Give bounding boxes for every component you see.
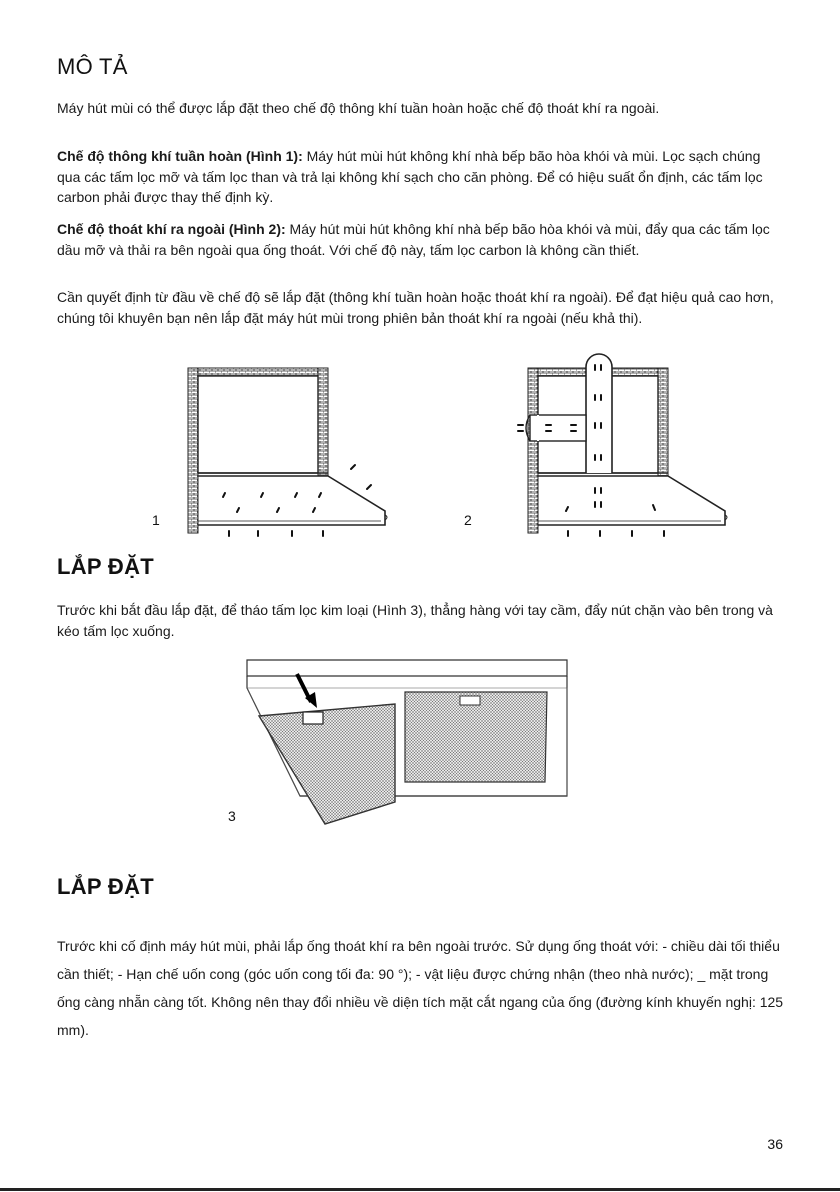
figure-1-recirculation-diagram: [185, 365, 415, 545]
recirculation-mode-paragraph: [57, 146, 787, 208]
ducted-mode-label: Chế độ thoát khí ra ngoài (Hình 2):: [57, 221, 286, 237]
figure-2-ducted-diagram: [510, 355, 750, 545]
section-title-installation-1: LẮP ĐẶT: [57, 554, 155, 579]
recirculation-mode-label: Chế độ thông khí tuần hoàn (Hình 1):: [57, 148, 303, 164]
figure-3-filter-removal-diagram: [245, 658, 575, 830]
figure-3-label: 3: [228, 808, 236, 824]
section-title-description: MÔ TẢ: [57, 54, 128, 79]
ducted-mode-paragraph: [57, 219, 787, 260]
ducted-mode-text: Máy hút mùi hút không khí nhà bếp bão hòa khói và mùi, đẩy qua các tấm lọc dầu mỡ và thải ra bên ngoài qua ống thoát. Với chế độ này, tấm lọc carbon là không cần thiết.: [57, 221, 770, 258]
intro-paragraph: Máy hút mùi có thể được lắp đặt theo chế độ thông khí tuần hoàn hoặc chế độ thoát khí ra ngoài.: [57, 100, 660, 116]
recirculation-mode-text: Máy hút mùi hút không khí nhà bếp bão hòa khói và mùi. Lọc sạch chúng qua các tấm lọc mỡ và tấm lọc than và trả lại không khí sạch cho căn phòng. Để có hiệu suất ổn định, các tấm lọc carbon phải được thay thế định kỳ.: [57, 148, 763, 205]
page-number: 36: [767, 1136, 783, 1152]
installation-filter-paragraph: Trước khi bắt đầu lắp đặt, để tháo tấm lọc kim loại (Hình 3), thẳng hàng với tay cầm, đẩy nút chặn vào bên trong và kéo tấm lọc xuống.: [57, 602, 773, 639]
installation-duct-paragraph: Trước khi cố định máy hút mùi, phải lắp ống thoát khí ra bên ngoài trước. Sử dụng ống thoát với: - chiều dài tối thiểu cần thiết; - Hạn chế uốn cong (góc uốn cong tối đa: 90 °); - vật liệu được chứng nhận (theo nhà nước); _ mặt trong ống càng nhẵn càng tốt. Không nên thay đổi nhiều về diện tích mặt cắt ngang của ống (đường kính khuyến nghị: 125 mm).: [57, 938, 784, 1038]
bottom-rule: [0, 1188, 840, 1191]
section-title-installation-2: LẮP ĐẶT: [57, 874, 155, 899]
figure-2-label: 2: [464, 512, 472, 528]
decision-paragraph: Cần quyết định từ đầu về chế độ sẽ lắp đặt (thông khí tuần hoàn hoặc thoát khí ra ngoài). Để đạt hiệu quả cao hơn, chúng tôi khuyên bạn nên lắp đặt máy hút mùi trong phiên bản thoát khí ra ngoài (nếu khả thi).: [57, 289, 774, 326]
figure-1-label: 1: [152, 512, 160, 528]
